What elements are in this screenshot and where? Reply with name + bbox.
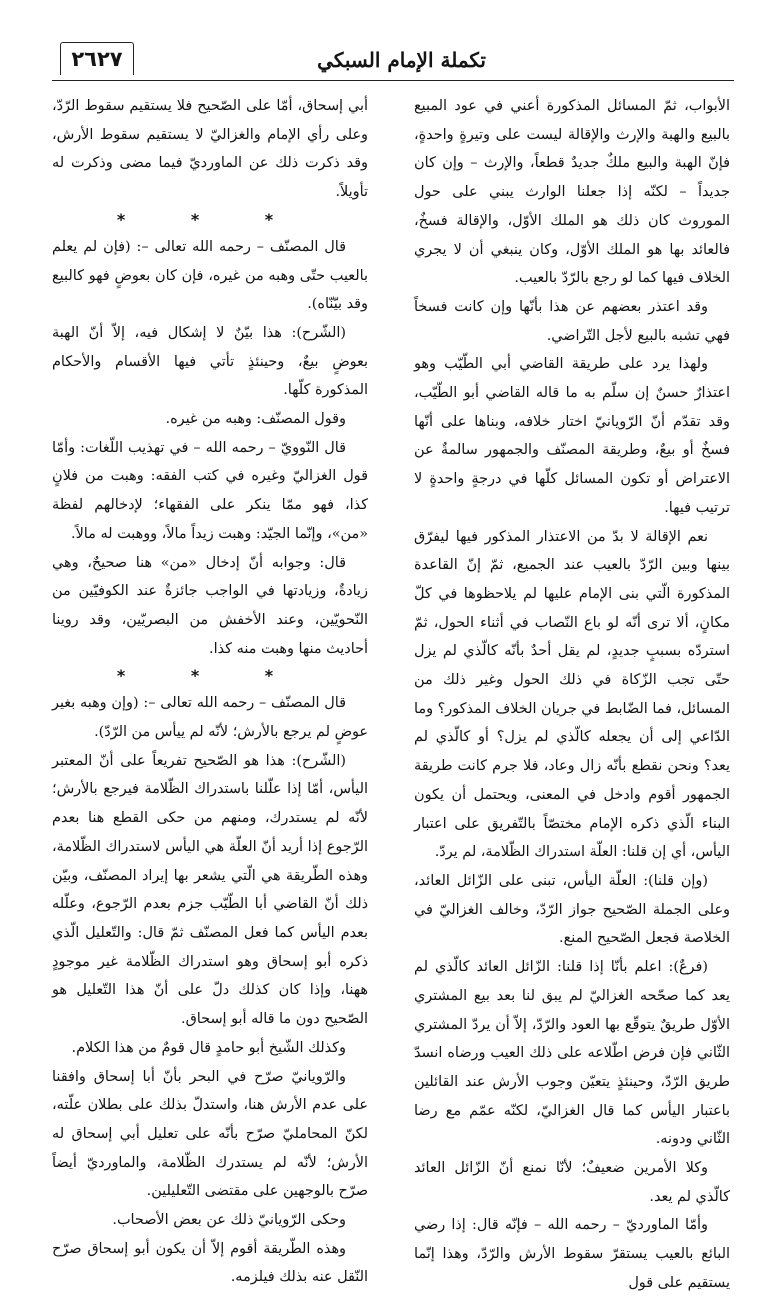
- paragraph: (وإن قلنا): العلّة اليأس، تبنى على الزّائل العائد، وعلى الجملة الصّحيح جواز الرّدّ، وخالف الغزاليّ في الخلاصة فجعل الصّحيح المنع.: [414, 872, 730, 947]
- paragraph: أبي إسحاق، أمّا على الصّحيح فلا يستقيم سقوط الرّدّ، وعلى رأي الإمام والغزاليّ لا يستقيم سقوط الأرش، وقد ذكرت ذلك عن الماورديّ فيما مضى وذكرت له تأويلاً.: [52, 98, 368, 201]
- paragraph: قال المصنّف – رحمه الله تعالى –: (وإن وهبه بغير عوضٍ لم يرجع بالأرش؛ لأنّه لم ييأس من الرّدّ).: [52, 695, 368, 741]
- paragraph: والرّويانيّ صرّح في البحر بأنّ أبا إسحاق وافقنا على عدم الأرش هنا، واستدلّ بذلك على بطلان علّته، لكنّ المحامليّ صرّح بأنّه على تعليل أبي إسحاق له الأرش؛ لأنّه لم يستدرك الظّلامة، والماورديّ أيضاً صرّح بالوجهين على مقتضى التّعليلين.: [52, 1068, 368, 1200]
- paragraph: وأمّا الماورديّ – رحمه الله – فإنّه قال: إذا رضي البائع بالعيب يستقرّ سقوط الأرش والرّدّ، وهذا إنّما يستقيم على قول: [414, 1217, 730, 1291]
- paragraph: وكلا الأمرين ضعيفٌ؛ لأنّا نمنع أنّ الزّائل العائد كالّذي لم يعد.: [414, 1160, 730, 1205]
- section-divider-stars: * * *: [116, 666, 304, 686]
- right-column: [413, 92, 730, 1291]
- paragraph: وكذلك الشّيخ أبو حامدٍ قال قومٌ من هذا الكلام.: [71, 1039, 346, 1056]
- paragraph: وهذه الطّريقة أقوم إلاّ أن يكون أبو إسحاق صرّح النّقل عنه بذلك فيلزمه.: [52, 1240, 368, 1286]
- paragraph: قال النّوويّ – رحمه الله – في تهذيب اللّغات: وأمّا قول الغزاليّ وغيره في كتب الفقه: وهبت من فلانٍ كذا، فهو ممّا ينكر على الفقهاء؛ لإدخالهم لفظة «من»، وإنّما الجيّد: وهبت زيداً مالاً، ووهبت له مالاً.: [52, 439, 368, 542]
- page-number: ٢٦٢٧: [60, 42, 134, 75]
- paragraph: ولهذا يرد على طريقة القاضي أبي الطّيّب وهو اعتذارٌ حسنٌ إن سلّم به ما قاله القاضي أبو الطّيّب، وقد تقدّم أنّ الرّويانيّ اختار خلافه، وبناها على أنّها فسخٌ أو بيعٌ، وطريقة المصنّف والجمهور سالمةٌ عن الاعتراض أو تكون المسائل كلّها في درجةٍ واحدةٍ لا ترتيب فيها.: [414, 356, 730, 516]
- left-column: [52, 92, 368, 1286]
- paragraph: قال: وجوابه أنّ إدخال «من» هنا صحيحٌ، وهي زيادةٌ، وزيادتها في الواجب جائزةٌ عند الكوفيّين من النّحويّين، وعند الأخفش من البصريّين، وقد روينا أحاديث منها وهبت منه كذا.: [52, 554, 368, 657]
- paragraph: قال المصنّف – رحمه الله تعالى –: (فإن لم يعلم بالعيب حتّى وهبه من غيره، فإن كان بعوضٍ فهو كالبيع وقد بيّنّاه).: [52, 238, 368, 313]
- paragraph: (فرعٌ): اعلم بأنّا إذا قلنا: الزّائل العائد كالّذي لم يعد كما صحّحه الغزاليّ لم يبق لنا بعد بيع المشتري الأوّل طريقٌ يتوقّع بها العود والرّدّ، إلاّ أن يردّ المشتري الثّاني فإن فرض اطّلاعه على ذلك العيب ورضاه انسدّ طريق الرّدّ، وحينئذٍ يتعيّن وجوب الأرش عند القائلين باعتبار اليأس كما قال الغزاليّ، لكنّه عمّم مع رضا الثّاني ودونه.: [414, 959, 730, 1148]
- running-title: تكملة الإمام السبكي: [317, 48, 486, 72]
- paragraph: (الشّرح): هذا هو الصّحيح تفريعاً على أنّ المعتبر اليأس، أمّا إذا علّلنا باستدراك الظّلامة فيرجع بالأرش؛ لأنّه لم يستدرك، ومنهم من حكى القطع هنا بعدم الرّجوع إذا أريد أنّ العلّة هي اليأس لاستدراك الظّلامة، وهذه الطّريقة هي الّتي يشعر بها إيراد المصنّف، وبيّن ذلك أنّ القاضي أبا الطّيّب جزم بعدم الرّجوع، وعلّله بعدم اليأس كما فعل المصنّف ثمّ قال: والتّعليل الّذي ذكره أبو إسحاق وهو استدراك الظّلامة غير موجودٍ ههنا، وإذا كان كذلك دلّ على أنّ هذا التّعليل هو الصّحيح دون ما قاله أبو إسحاق.: [52, 752, 368, 1028]
- paragraph: وقول المصنّف: وهبه من غيره.: [165, 411, 346, 428]
- paragraph: الأبواب، ثمّ المسائل المذكورة أعني في عود المبيع بالبيع والهبة والإرث والإقالة ليست على وتيرةٍ واحدةٍ، فإنّ الهبة والبيع ملكٌ جديدٌ قطعاً، والإرث – وإن كان جديداً – لكنّه إذا جعلنا الوارث يبني على حول الموروث كان ذلك هو الملك الأوّل، والإقالة فسخٌ، فالعائد بها هو الملك الأوّل، وكان ينبغي أن لا يجري الخلاف فيها كما لو رجع بالرّدّ بالعيب.: [414, 98, 730, 287]
- page-header: [52, 42, 734, 81]
- paragraph: وقد اعتذر بعضهم عن هذا بأنّها وإن كانت فسخاً فهي تشبه بالبيع لأجل التّراضي.: [414, 298, 730, 344]
- paragraph: (الشّرح): هذا بيّنٌ لا إشكال فيه، إلاّ أنّ الهبة بعوضٍ بيعٌ، وحينئذٍ تأتي فيها الأقسام والأحكام المذكورة كلّها.: [52, 324, 368, 399]
- paragraph: وحكى الرّويانيّ ذلك عن بعض الأصحاب.: [112, 1212, 346, 1229]
- paragraph: نعم الإقالة لا بدّ من الاعتذار المذكور فيها ليفرّق بينها وبين الرّدّ بالعيب عند الجميع، ثمّ إنّ القاعدة المذكورة الّتي بنى الإمام عليها لم يلاحظوها في كلّ مكانٍ، ألا ترى أنّه لو باع النّصاب في أثناء الحول، ثمّ استردّه بسببٍ جديدٍ، لم يقل أحدٌ بأنّه كالّذي لم يزل حتّى تجب الزّكاة في ذلك الحول وغير ذلك من المسائل، فما الضّابط في جريان الخلاف المذكور؟ وما الدّاعي إلى أن يجعله كالّذي لم يزل؟ أو كالّذي لم يعد؟ ونحن نقطع بأنّه زال وعاد، فلا جرم كانت طريقة الجمهور أقوم وادخل في المعنى، ويحتمل أن يكون البناء الّذي ذكره الإمام مختصّاً بالتّفريق على اعتبار اليأس، أي إن قلنا: العلّة استدراك الظّلامة، لم يردّ.: [413, 528, 730, 861]
- section-divider-stars: * * *: [116, 209, 304, 229]
